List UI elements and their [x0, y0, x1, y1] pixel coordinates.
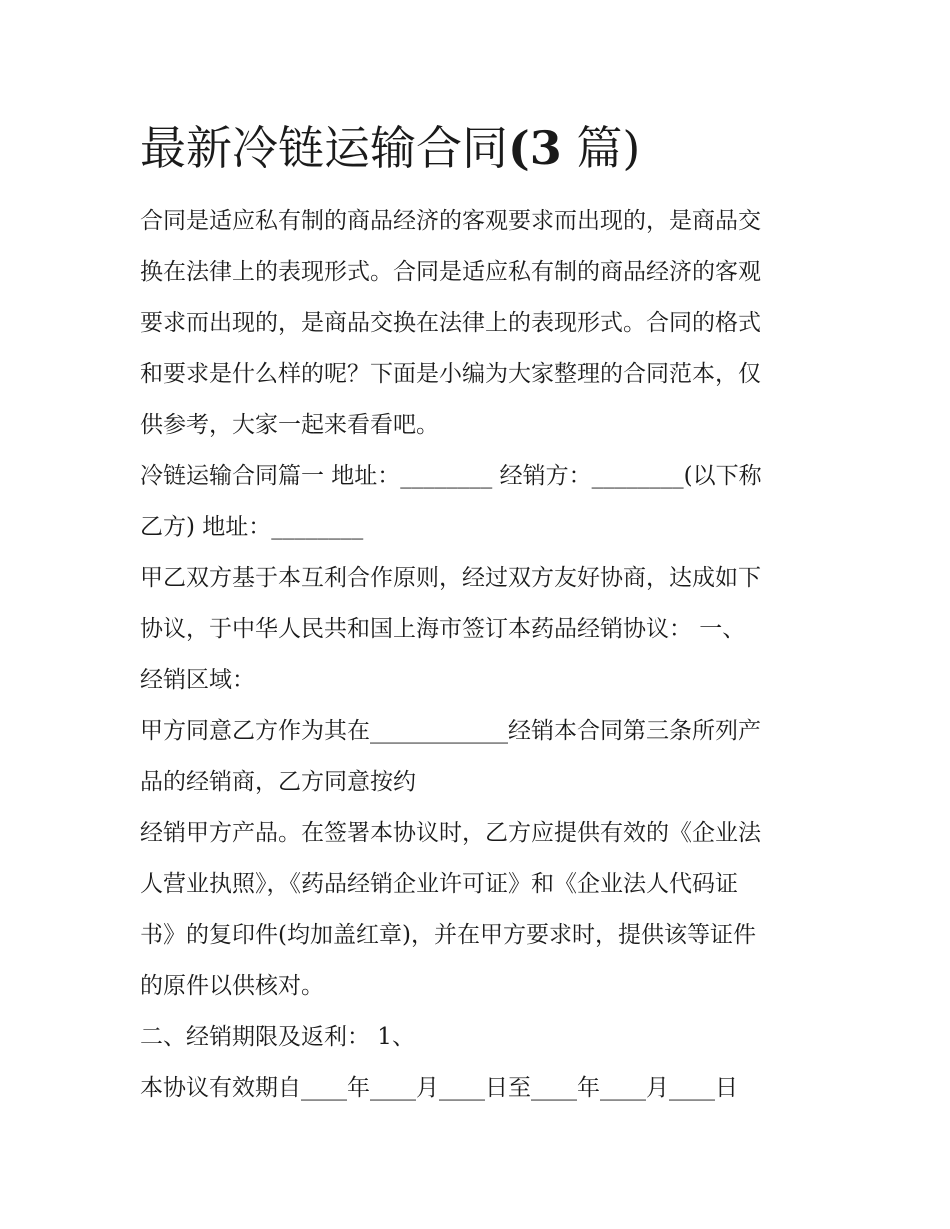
body-line: 合同是适应私有制的商品经济的客观要求而出现的，是商品交: [140, 208, 761, 234]
body-line: 二、经销期限及返利： 1、: [140, 1024, 415, 1050]
body-line: 要求而出现的，是商品交换在法律上的表现形式。合同的格式: [140, 310, 761, 336]
body-line: 甲乙双方基于本互利合作原则，经过双方友好协商，达成如下: [140, 565, 761, 591]
title-rest: 篇): [561, 121, 641, 175]
body-line: 书》的复印件(均加盖红章)，并在甲方要求时，提供该等证件: [140, 922, 756, 948]
title-paren-open: (: [508, 121, 530, 175]
body-line: 经销甲方产品。在签署本协议时，乙方应提供有效的《企业法: [140, 820, 761, 846]
document-title: [140, 112, 820, 184]
body-line: 经销区域：: [140, 667, 255, 693]
body-line: 甲方同意乙方作为其在____________经销本合同第三条所列产: [140, 718, 761, 744]
body-line: 人营业执照》，《药品经销企业许可证》和《企业法人代码证: [140, 871, 738, 897]
body-line: 协议，于中华人民共和国上海市签订本药品经销协议： 一、: [140, 616, 746, 642]
body-line: 本协议有效期自____年____月____日至____年____月____日: [140, 1075, 738, 1101]
body-line: 供参考，大家一起来看看吧。: [140, 412, 439, 438]
body-line: 乙方) 地址：________: [140, 514, 364, 540]
body-line: 品的经销商，乙方同意按约: [140, 769, 416, 795]
body-line: 和要求是什么样的呢？下面是小编为大家整理的合同范本，仅: [140, 361, 761, 387]
body-line: 的原件以供核对。: [140, 973, 324, 999]
document-body: [140, 196, 820, 1114]
body-line: 冷链运输合同篇一 地址：________ 经销方：________(以下称: [140, 463, 762, 489]
title-number: 3: [529, 121, 562, 175]
title-main: 最新冷链运输合同: [140, 121, 508, 175]
body-line: 换在法律上的表现形式。合同是适应私有制的商品经济的客观: [140, 259, 761, 285]
